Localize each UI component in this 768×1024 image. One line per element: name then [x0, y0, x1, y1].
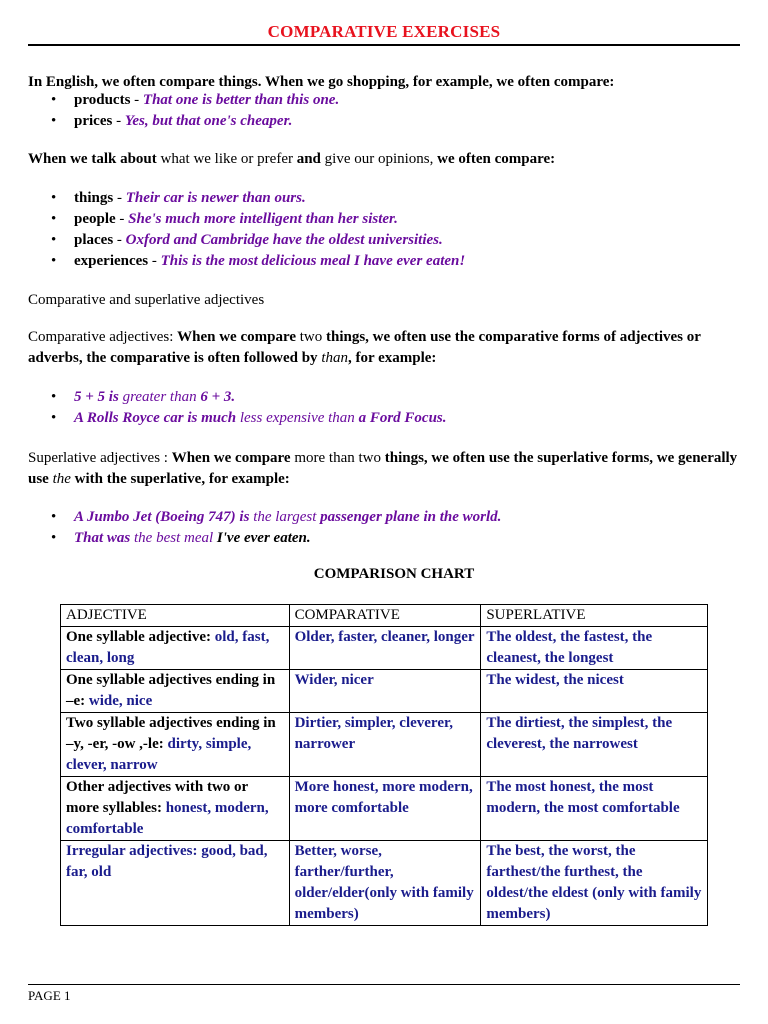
bullet-separator: -: [112, 113, 125, 129]
adjective-examples: old, fast, clean, long: [66, 629, 270, 666]
example-part: 5 + 5 is: [74, 389, 119, 405]
bullet-example: Their car is newer than ours.: [125, 190, 306, 206]
bullet-separator: -: [113, 190, 126, 206]
example-part: passenger plane in the world.: [320, 509, 502, 525]
column-header: ADJECTIVE: [61, 605, 290, 627]
superlative-part: the: [52, 471, 71, 487]
example-part: less expensive than: [236, 410, 359, 426]
shopping-list: [28, 90, 740, 132]
example-part: greater than: [118, 389, 201, 405]
comparative-paragraph: [28, 327, 740, 369]
bullet-separator: -: [148, 253, 161, 269]
superlative-cell: The oldest, the fastest, the cleanest, the longest: [481, 627, 708, 670]
chart-heading: COMPARISON CHART: [313, 566, 475, 582]
bullet-term: prices: [74, 113, 113, 129]
bullet-example: Yes, but that one's cheaper.: [124, 113, 293, 129]
column-header: SUPERLATIVE: [481, 605, 708, 627]
comparative-cell: More honest, more modern, more comfortable: [289, 777, 481, 841]
bullet-term: people: [74, 211, 116, 227]
comparative-label: Comparative adjectives:: [28, 329, 178, 345]
list-item: [28, 528, 740, 549]
talk-part: we often compare:: [433, 151, 556, 167]
list-item: [28, 230, 740, 251]
example-part: the best meal: [130, 530, 217, 546]
comparative-part: than: [321, 350, 348, 366]
adjective-desc: Other adjectives with two or more syllables:: [66, 779, 248, 816]
list-item: [28, 507, 740, 528]
adjective-cell: [61, 670, 290, 713]
adjective-desc: One syllable adjective:: [66, 629, 215, 645]
superlative-part: more than two: [290, 450, 385, 466]
talk-list: [28, 188, 740, 272]
bullet-term: places: [74, 232, 114, 248]
bullet-term: things: [74, 190, 114, 206]
comparative-cell: Wider, nicer: [289, 670, 481, 713]
talk-part: give our opinions,: [320, 151, 434, 167]
list-item: [28, 408, 740, 429]
table-row: [61, 627, 708, 670]
superlative-cell: The widest, the nicest: [481, 670, 708, 713]
list-item: [28, 387, 740, 408]
list-item: [28, 209, 740, 230]
example-part: A Jumbo Jet (Boeing 747) is: [74, 509, 250, 525]
shopping-intro: In English, we often compare things. When we go shopping, for example, we often compare:: [28, 74, 615, 90]
adjective-examples: honest, modern, comfortable: [66, 800, 269, 837]
bullet-separator: -: [115, 211, 129, 227]
bullet-example: She's much more intelligent than her sister.: [128, 211, 398, 227]
list-item: [28, 251, 740, 272]
example-part: the largest: [249, 509, 321, 525]
comparative-cell: Better, worse, farther/further, older/elder(only with family members): [289, 841, 481, 926]
title-divider: [28, 44, 740, 46]
adjective-desc: One syllable adjectives ending in –e:: [66, 672, 276, 709]
adjective-cell: [61, 713, 290, 777]
superlative-part: with the superlative, for example:: [70, 471, 290, 487]
example-part: 6 + 3.: [200, 389, 236, 405]
list-item: [28, 111, 740, 132]
bullet-term: products: [74, 92, 131, 108]
table-row: [61, 670, 708, 713]
bullet-example: Oxford and Cambridge have the oldest universities.: [125, 232, 443, 248]
table-header-row: [61, 605, 708, 627]
superlative-examples: [28, 507, 740, 549]
footer-divider: [28, 984, 740, 985]
superlative-cell: The dirtiest, the simplest, the cleverest, the narrowest: [481, 713, 708, 777]
adjective-examples: dirty, simple, clever, narrow: [66, 736, 252, 773]
superlative-cell: The most honest, the most modern, the most comfortable: [481, 777, 708, 841]
example-part: I've ever eaten.: [216, 530, 311, 546]
example-part: A Rolls Royce car is much: [74, 410, 237, 426]
comparative-examples: [28, 387, 740, 429]
list-item: [28, 90, 740, 111]
page-title: COMPARATIVE EXERCISES: [267, 22, 501, 41]
bullet-separator: -: [113, 232, 126, 248]
page-number: PAGE 1: [28, 988, 71, 1003]
adjective-desc: Two syllable adjectives ending in –y, -er, -ow ,-le:: [66, 715, 276, 752]
superlative-part: When we compare: [171, 450, 291, 466]
example-part: a Ford Focus.: [358, 410, 447, 426]
table-row: [61, 841, 708, 926]
table-row: [61, 713, 708, 777]
bullet-separator: -: [130, 92, 143, 108]
comparative-part: When we compare: [177, 329, 296, 345]
adjective-cell: [61, 841, 290, 926]
comparison-table: [60, 604, 708, 926]
superlative-paragraph: [28, 448, 740, 490]
comparative-cell: Dirtier, simpler, cleverer, narrower: [289, 713, 481, 777]
bullet-example: This is the most delicious meal I have ever eaten!: [160, 253, 466, 269]
talk-intro: [28, 149, 740, 170]
talk-part: and: [296, 151, 321, 167]
comparative-part: two: [296, 329, 326, 345]
example-part: That was: [74, 530, 131, 546]
comparative-cell: Older, faster, cleaner, longer: [289, 627, 481, 670]
bullet-term: experiences: [74, 253, 149, 269]
table-row: [61, 777, 708, 841]
adjective-examples: Irregular adjectives: good, bad, far, old: [66, 843, 268, 880]
talk-part: When we talk about: [28, 151, 157, 167]
adjective-cell: [61, 627, 290, 670]
comparative-part: things, we often use the comparative forms of adjectives or adverbs, the comparative is often followed by: [28, 329, 701, 366]
list-item: [28, 188, 740, 209]
superlative-label: Superlative adjectives :: [28, 450, 172, 466]
superlative-cell: The best, the worst, the farthest/the furthest, the oldest/the eldest (only with family members): [481, 841, 708, 926]
adjective-cell: [61, 777, 290, 841]
bullet-example: That one is better than this one.: [142, 92, 340, 108]
comparative-part: , for example:: [347, 350, 437, 366]
superlative-part: things, we often use the superlative forms, we generally use: [28, 450, 738, 487]
section-heading: Comparative and superlative adjectives: [28, 292, 265, 308]
talk-part: what we like or prefer: [156, 151, 297, 167]
column-header: COMPARATIVE: [289, 605, 481, 627]
adjective-examples: wide, nice: [88, 693, 153, 709]
